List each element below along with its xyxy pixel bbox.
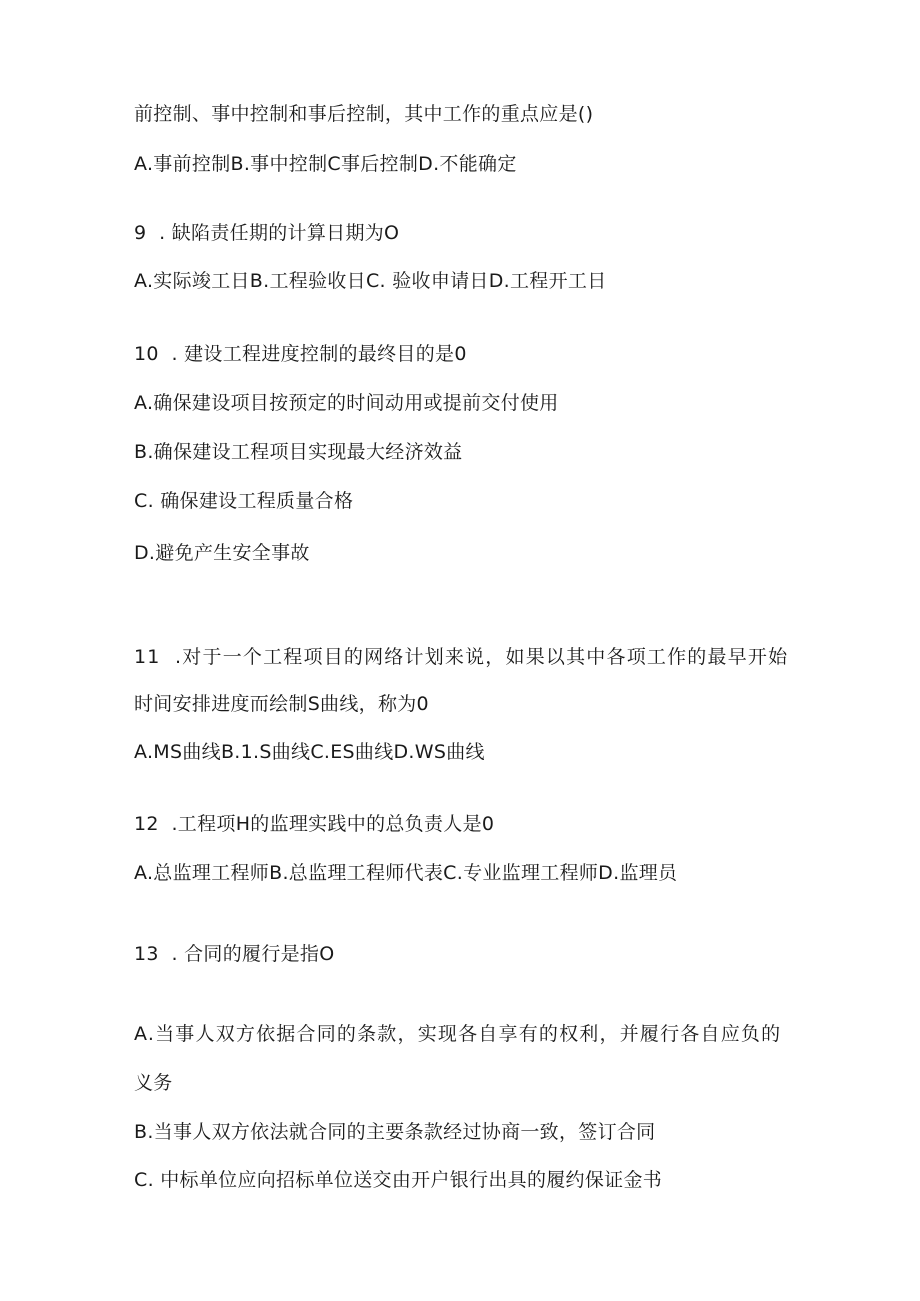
question-9-options: A.实际竣工日B.工程验收日C. 验收申请日D.工程开工日 xyxy=(134,270,607,292)
question-11-stem: 11 .对于一个工程项目的网络计划来说，如果以其中各项工作的最早开始 xyxy=(134,646,789,668)
question-10-option-c: C. 确保建设工程质量合格 xyxy=(134,490,354,512)
question-13-option-a-continued: 义务 xyxy=(134,1072,173,1094)
question-13-option-a: A.当事人双方依据合同的条款，实现各自享有的权利，并履行各自应负的 xyxy=(134,1023,782,1045)
question-9-stem: 9 . 缺陷责任期的计算日期为O xyxy=(134,222,400,244)
question-11-options: A.MS曲线B.1.S曲线C.ES曲线D.WS曲线 xyxy=(134,741,485,763)
question-12-options: A.总监理工程师B.总监理工程师代表C.专业监理工程师D.监理员 xyxy=(134,862,678,884)
question-8-options: A.事前控制B.事中控制C事后控制D.不能确定 xyxy=(134,153,517,175)
question-11-stem-continued: 时间安排进度而绘制S曲线，称为0 xyxy=(134,693,429,715)
question-13-option-c: C. 中标单位应向招标单位送交由开户银行出具的履约保证金书 xyxy=(134,1169,663,1191)
question-10-option-a: A.确保建设项目按预定的时间动用或提前交付使用 xyxy=(134,392,559,414)
question-13-stem: 13 . 合同的履行是指O xyxy=(134,943,335,965)
question-10-stem: 10 . 建设工程进度控制的最终目的是0 xyxy=(134,343,467,365)
question-8-stem-continued: 前控制、事中控制和事后控制，其中工作的重点应是() xyxy=(134,103,594,125)
question-13-option-b: B.当事人双方依法就合同的主要条款经过协商一致，签订合同 xyxy=(134,1121,656,1143)
question-12-stem: 12 .工程项H的监理实践中的总负责人是0 xyxy=(134,813,495,835)
question-10-option-b: B.确保建设工程项目实现最大经济效益 xyxy=(134,441,463,463)
question-10-option-d: D.避免产生安全事故 xyxy=(134,542,310,564)
